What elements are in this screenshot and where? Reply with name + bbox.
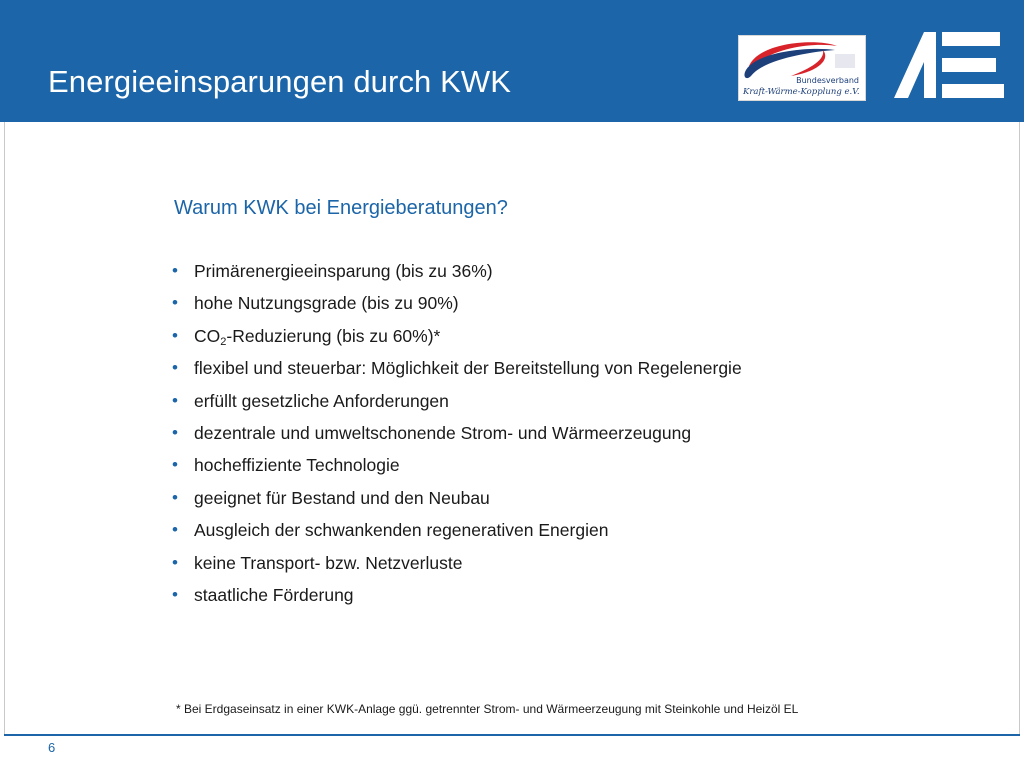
bullet-icon: • (172, 390, 178, 410)
footnote: * Bei Erdgaseinsatz in einer KWK-Anlage ggü. getrennter Strom- und Wärmeerzeugung mit Steinkohle und Heizöl EL (176, 702, 799, 716)
benefits-list (172, 258, 742, 614)
frame-left-border (4, 122, 5, 734)
list-item: • geeignet für Bestand und den Neubau (172, 485, 742, 517)
bullet-icon: • (172, 487, 178, 507)
list-item: • Ausgleich der schwankenden regenerativen Energien (172, 517, 742, 549)
bullet-icon: • (172, 325, 178, 345)
list-item: • hohe Nutzungsgrade (bis zu 90%) (172, 290, 742, 322)
bullet-icon: • (172, 422, 178, 442)
list-item: • staatliche Förderung (172, 582, 742, 614)
slide-title: Energieeinsparungen durch KWK (48, 64, 512, 99)
page-number: 6 (48, 740, 56, 755)
list-item: • flexibel und steuerbar: Möglichkeit der Bereitstellung von Regelenergie (172, 355, 742, 387)
bullet-icon: • (172, 584, 178, 604)
list-item: • dezentrale und umweltschonende Strom- und Wärmeerzeugung (172, 420, 742, 452)
list-item: • Primärenergieeinsparung (bis zu 36%) (172, 258, 742, 290)
ae-logo-icon (894, 30, 1004, 100)
bkwk-logo (738, 35, 866, 101)
list-item: • keine Transport- bzw. Netzverluste (172, 550, 742, 582)
frame-right-border (1019, 122, 1020, 734)
section-heading: Warum KWK bei Energieberatungen? (174, 197, 508, 219)
bullet-icon: • (172, 293, 178, 313)
footer-divider (4, 734, 1020, 736)
bkwk-logo-line1: Bundesverband (796, 76, 859, 85)
bullet-icon: • (172, 358, 178, 378)
bullet-icon: • (172, 261, 178, 280)
bkwk-logo-line2: Kraft-Wärme-Kopplung e.V. (743, 87, 860, 97)
list-item: • $CO_2$-Reduzierung (bis zu 60%)* (172, 323, 742, 355)
list-item: • erfüllt gesetzliche Anforderungen (172, 388, 742, 420)
header-bar (0, 0, 1024, 122)
list-item: • hocheffiziente Technologie (172, 452, 742, 484)
bullet-icon: • (172, 520, 178, 540)
bullet-icon: • (172, 455, 178, 475)
bullet-icon: • (172, 552, 178, 572)
